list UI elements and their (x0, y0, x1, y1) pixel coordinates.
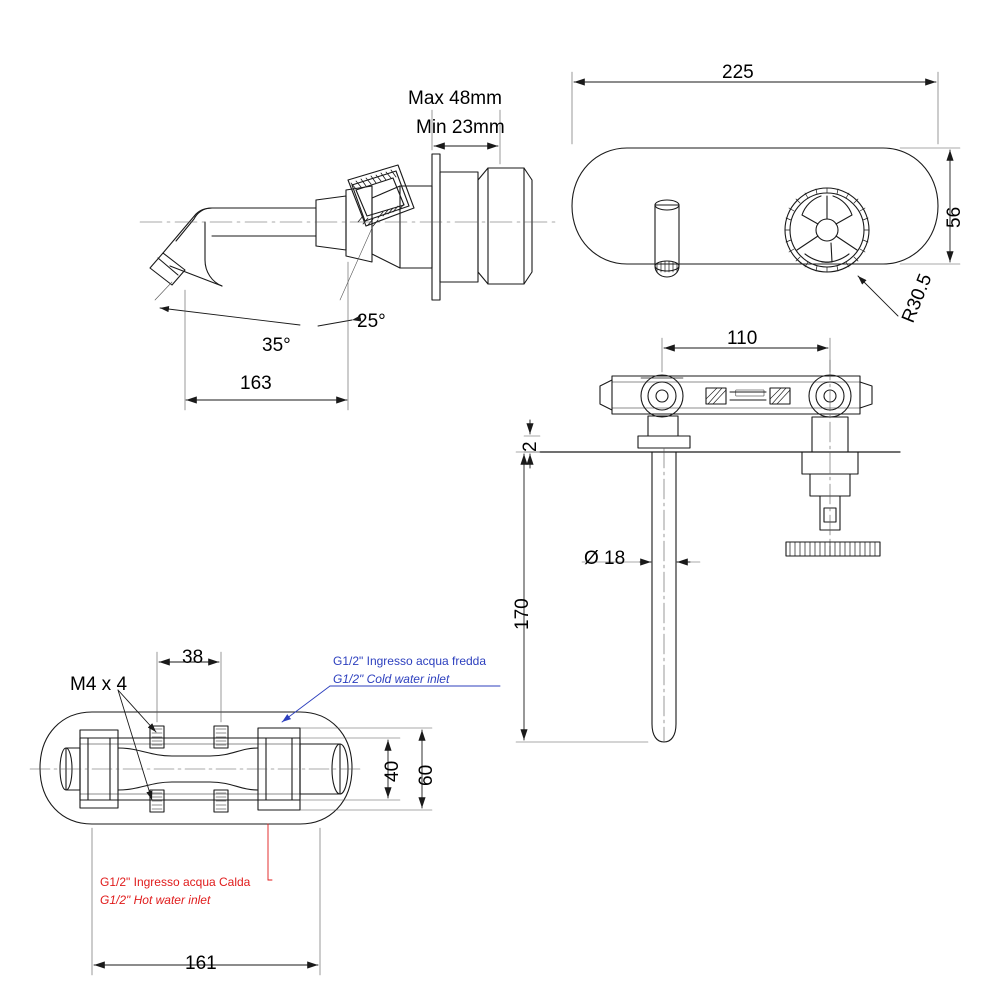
dim-spout-drop: 170 (512, 598, 533, 630)
dim-body-depth-inner: 40 (382, 760, 403, 782)
view-side-section (516, 338, 900, 742)
dim-centres: 110 (727, 328, 758, 349)
dim-fixing-spacing: 38 (182, 647, 204, 668)
annotation-cold-inlet-it: G1/2" Ingresso acqua fredda (333, 654, 487, 668)
dim-spout-length: 163 (240, 373, 272, 394)
annotation-cold-inlet-en-text: G1/2" Cold water inlet (333, 672, 450, 686)
dim-body-depth-outer: 60 (416, 764, 437, 786)
dim-handle-angle: 25° (357, 311, 386, 332)
dim-body-length: 161 (185, 953, 217, 974)
view-plan-bottom (30, 652, 500, 975)
annotation-hot-inlet-en-text: G1/2" Hot water inlet (100, 893, 211, 907)
dim-min-projection: Min 23mm (416, 117, 505, 138)
view-plate-front (572, 72, 960, 316)
annotation-hot-inlet-en (100, 894, 210, 908)
view-left-elevation (140, 110, 560, 410)
dim-plate-radius: R30.5 (898, 270, 937, 326)
dim-plate-height: 56 (944, 206, 965, 228)
dim-wall-thickness: 2 (520, 441, 541, 452)
dim-max-projection: Max 48mm (408, 88, 502, 109)
dim-spout-diameter: Ø 18 (584, 548, 626, 569)
dim-plate-width: 225 (722, 62, 754, 83)
annotation-cold-inlet-en (333, 673, 449, 687)
dim-fixing-thread: M4 x 4 (70, 674, 128, 695)
dim-spout-angle: 35° (262, 335, 291, 356)
annotation-hot-inlet-it: G1/2" Ingresso acqua Calda (100, 875, 251, 889)
